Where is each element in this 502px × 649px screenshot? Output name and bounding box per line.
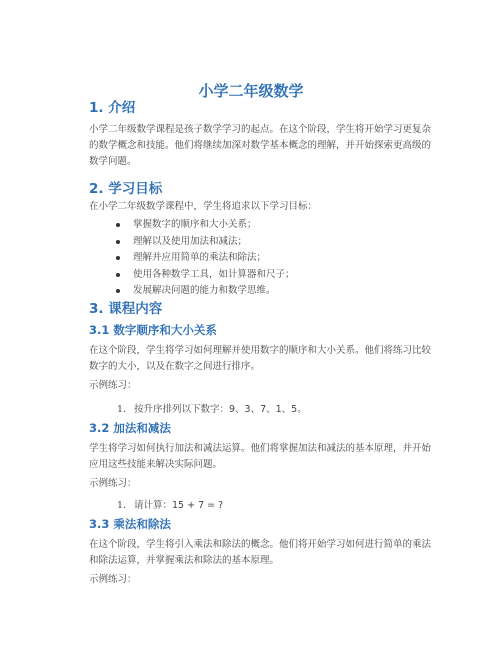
bullet-icon — [116, 223, 120, 227]
add-sub-example-item — [117, 497, 223, 511]
list-item: 理解以及使用加法和减法； — [116, 234, 295, 251]
order-example-label: 示例练习： — [89, 380, 137, 391]
order-paragraph: 在这个阶段，学生将学习如何理解并使用数字的顺序和大小关系。他们将练习比较数字的大小，以及在数字之间进行排序。 — [89, 345, 432, 372]
goals-intro-paragraph: 在小学二年级数学课程中，学生将追求以下学习目标： — [89, 201, 318, 212]
mul-div-paragraph: 在这个阶段，学生将引入乘法和除法的概念。他们将开始学习如何进行简单的乘法和除法运算，并掌握乘法和除法的基本原理。 — [89, 539, 432, 566]
bullet-icon — [116, 240, 120, 244]
intro-paragraph: 小学二年级数学课程是孩子数学学习的起点。在这个阶段，学生将开始学习更复杂的数学概念和技能。他们将继续加深对数学基本概念的理解，并开始探索更高级的数学问题。 — [89, 124, 432, 167]
list-item: 理解并应用简单的乘法和除法； — [116, 250, 295, 267]
bullet-icon — [116, 256, 120, 260]
list-number: 1. — [117, 404, 127, 415]
subsection-heading-mul-div: 3.3 乘法和除法 — [89, 517, 171, 531]
subsection-heading-add-sub: 3.2 加法和减法 — [89, 421, 171, 435]
bullet-icon — [116, 289, 120, 293]
mul-div-example-label: 示例练习： — [89, 574, 137, 585]
list-item: 使用各种数学工具，如计算器和尺子； — [116, 267, 295, 284]
list-item: 掌握数字的顺序和大小关系； — [116, 217, 295, 234]
subsection-heading-order: 3.1 数字顺序和大小关系 — [89, 323, 217, 337]
section-heading-content: 3. 课程内容 — [89, 301, 163, 317]
section-heading-intro: 1. 介绍 — [89, 100, 136, 116]
add-sub-example-label: 示例练习： — [89, 478, 137, 489]
exercise-text: 请计算：15 + 7 = ? — [134, 500, 224, 511]
list-item: 发展解决问题的能力和数学思维。 — [116, 283, 295, 300]
section-heading-goals: 2. 学习目标 — [89, 181, 163, 197]
add-sub-paragraph: 学生将学习如何执行加法和减法运算。他们将掌握加法和减法的基本原理，并开始应用这些技能来解决实际问题。 — [89, 443, 432, 470]
exercise-text: 按升序排列以下数字：9、3、7、1、5。 — [134, 404, 307, 415]
bullet-icon — [116, 273, 120, 277]
document-title: 小学二年级数学 — [198, 82, 304, 100]
list-number: 1. — [117, 500, 127, 511]
order-example-item — [117, 401, 307, 415]
goals-list — [116, 217, 295, 300]
